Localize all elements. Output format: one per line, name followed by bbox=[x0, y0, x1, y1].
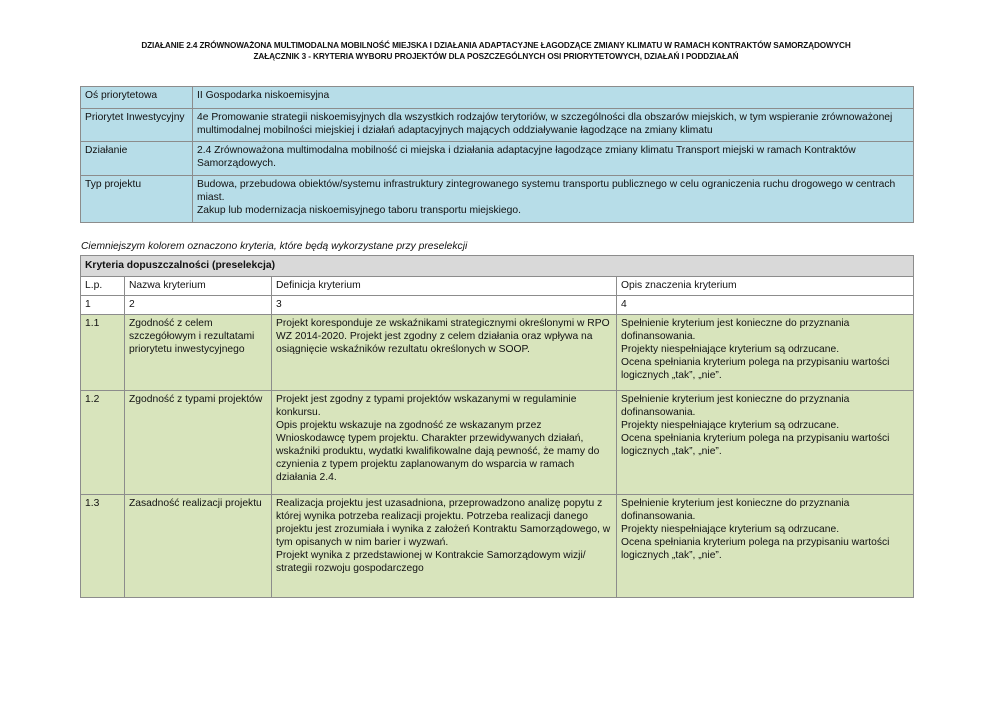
column-number: 1 bbox=[81, 296, 125, 315]
description-line: Ocena spełniania kryterium polega na przypisaniu wartości logicznych „tak”, „nie”. bbox=[621, 433, 890, 457]
criterion-description bbox=[617, 391, 914, 495]
preselection-note: Ciemniejszym kolorem oznaczono kryteria, które będą wykorzystane przy preselekcji bbox=[81, 241, 468, 252]
info-value bbox=[193, 87, 914, 109]
column-header-description: Opis znaczenia kryterium bbox=[617, 277, 914, 296]
info-row-investment-priority bbox=[81, 109, 914, 142]
info-label: Typ projektu bbox=[81, 176, 193, 223]
column-header-definition: Definicja kryterium bbox=[272, 277, 617, 296]
criterion-row bbox=[81, 315, 914, 391]
criterion-definition bbox=[272, 495, 617, 598]
criterion-description bbox=[617, 495, 914, 598]
info-row-project-type bbox=[81, 176, 914, 223]
info-value-line: Zakup lub modernizacja niskoemisyjnego taboru transportu miejskiego. bbox=[197, 205, 521, 216]
header-line-2: ZAŁĄCZNIK 3 - KRYTERIA WYBORU PROJEKTÓW DLA POSZCZEGÓLNYCH OSI PRIORYTETOWYCH, DZIAŁAŃ I PODDZIAŁAŃ bbox=[253, 52, 739, 61]
info-label: Priorytet Inwestycyjny bbox=[81, 109, 193, 142]
column-header-lp: L.p. bbox=[81, 277, 125, 296]
criterion-row bbox=[81, 495, 914, 598]
info-value bbox=[193, 142, 914, 176]
description-line: Ocena spełniania kryterium polega na przypisaniu wartości logicznych „tak”, „nie”. bbox=[621, 357, 890, 381]
criterion-description bbox=[617, 315, 914, 391]
description-line: Ocena spełniania kryterium polega na przypisaniu wartości logicznych „tak”, „nie”. bbox=[621, 537, 890, 561]
info-row-action bbox=[81, 142, 914, 176]
criterion-definition bbox=[272, 391, 617, 495]
criterion-lp: 1.3 bbox=[81, 495, 125, 598]
column-header-name: Nazwa kryterium bbox=[125, 277, 272, 296]
criteria-title: Kryteria dopuszczalności (preselekcja) bbox=[81, 256, 914, 277]
info-value-line: II Gospodarka niskoemisyjna bbox=[197, 90, 330, 101]
definition-line: Projekt wynika z przedstawionej w Kontrakcie Samorządowym wizji/ strategii rozwoju gospodarczego bbox=[276, 550, 586, 574]
project-info-table bbox=[80, 86, 914, 223]
description-line: Spełnienie kryterium jest konieczne do przyznania dofinansowania. bbox=[621, 394, 850, 418]
info-label: Działanie bbox=[81, 142, 193, 176]
criteria-number-row bbox=[81, 296, 914, 315]
criterion-lp: 1.2 bbox=[81, 391, 125, 495]
column-number: 2 bbox=[125, 296, 272, 315]
criterion-name: Zgodność z celem szczegółowym i rezultatami priorytetu inwestycyjnego bbox=[125, 315, 272, 391]
header-line-1: DZIAŁANIE 2.4 ZRÓWNOWAŻONA MULTIMODALNA MOBILNOŚĆ MIEJSKA I DZIAŁANIA ADAPTACYJNE ŁAGODZĄCE ZMIANY KLIMATU W RAMACH KONTRAKTÓW SAMORZĄDOWYCH bbox=[141, 41, 851, 50]
document-header bbox=[80, 40, 912, 62]
criteria-table bbox=[80, 255, 914, 598]
criterion-lp: 1.1 bbox=[81, 315, 125, 391]
description-line: Projekty niespełniające kryterium są odrzucane. bbox=[621, 344, 840, 355]
criterion-name: Zgodność z typami projektów bbox=[125, 391, 272, 495]
description-line: Projekty niespełniające kryterium są odrzucane. bbox=[621, 420, 840, 431]
description-line: Projekty niespełniające kryterium są odrzucane. bbox=[621, 524, 840, 535]
info-value bbox=[193, 109, 914, 142]
criterion-row bbox=[81, 391, 914, 495]
criterion-name: Zasadność realizacji projektu bbox=[125, 495, 272, 598]
info-value-line: 2.4 Zrównoważona multimodalna mobilność ci miejska i działania adaptacyjne łagodzące zmiany klimatu Transport miejski w ramach Kontraktów Samorządowych. bbox=[197, 145, 856, 169]
description-line: Spełnienie kryterium jest konieczne do przyznania dofinansowania. bbox=[621, 498, 850, 522]
definition-line: Opis projektu wskazuje na zgodność ze wskazanym przez Wnioskodawcę typem projektu. Charakter przewidywanych działań, wskaźniki produktu, wydatki kwalifikowalne dają pewność, że mamy do czynienia z typem projektu zaplanowanym do wsparcia w ramach działania 2.4. bbox=[276, 420, 600, 483]
definition-line: Projekt jest zgodny z typami projektów wskazanymi w regulaminie konkursu. bbox=[276, 394, 577, 418]
info-value-line: Budowa, przebudowa obiektów/systemu infrastruktury zintegrowanego systemu transportu publicznego w celu ograniczenia ruchu drogowego w centrach miast. bbox=[197, 179, 896, 203]
info-value-line: 4e Promowanie strategii niskoemisyjnych dla wszystkich rodzajów terytoriów, w szczególności dla obszarów miejskich, w tym wspieranie zrównoważonej multimodalnej mobilności miejskiej i działań adaptacyjnych mających oddziaływanie łagodzące na zmiany klimatu bbox=[197, 112, 893, 136]
description-line: Spełnienie kryterium jest konieczne do przyznania dofinansowania. bbox=[621, 318, 850, 342]
info-row-priority-axis bbox=[81, 87, 914, 109]
criterion-definition bbox=[272, 315, 617, 391]
column-number: 4 bbox=[617, 296, 914, 315]
info-value bbox=[193, 176, 914, 223]
info-label: Oś priorytetowa bbox=[81, 87, 193, 109]
criteria-title-row bbox=[81, 256, 914, 277]
definition-line: Projekt koresponduje ze wskaźnikami strategicznymi określonymi w RPO WZ 2014-2020. Projekt jest zgodny z celem działania oraz wpływa na osiągnięcie wskaźników rezultatu określonych w SOOP. bbox=[276, 318, 610, 355]
definition-line: Realizacja projektu jest uzasadniona, przeprowadzono analizę popytu z której wynika potrzeba realizacji projektu. Potrzeba realizacji danego projektu jest zrozumiała i wynika z założeń Kontraktu Samorządowego, w tym opisanych w nim barier i wyzwań. bbox=[276, 498, 611, 548]
criteria-header-row bbox=[81, 277, 914, 296]
column-number: 3 bbox=[272, 296, 617, 315]
